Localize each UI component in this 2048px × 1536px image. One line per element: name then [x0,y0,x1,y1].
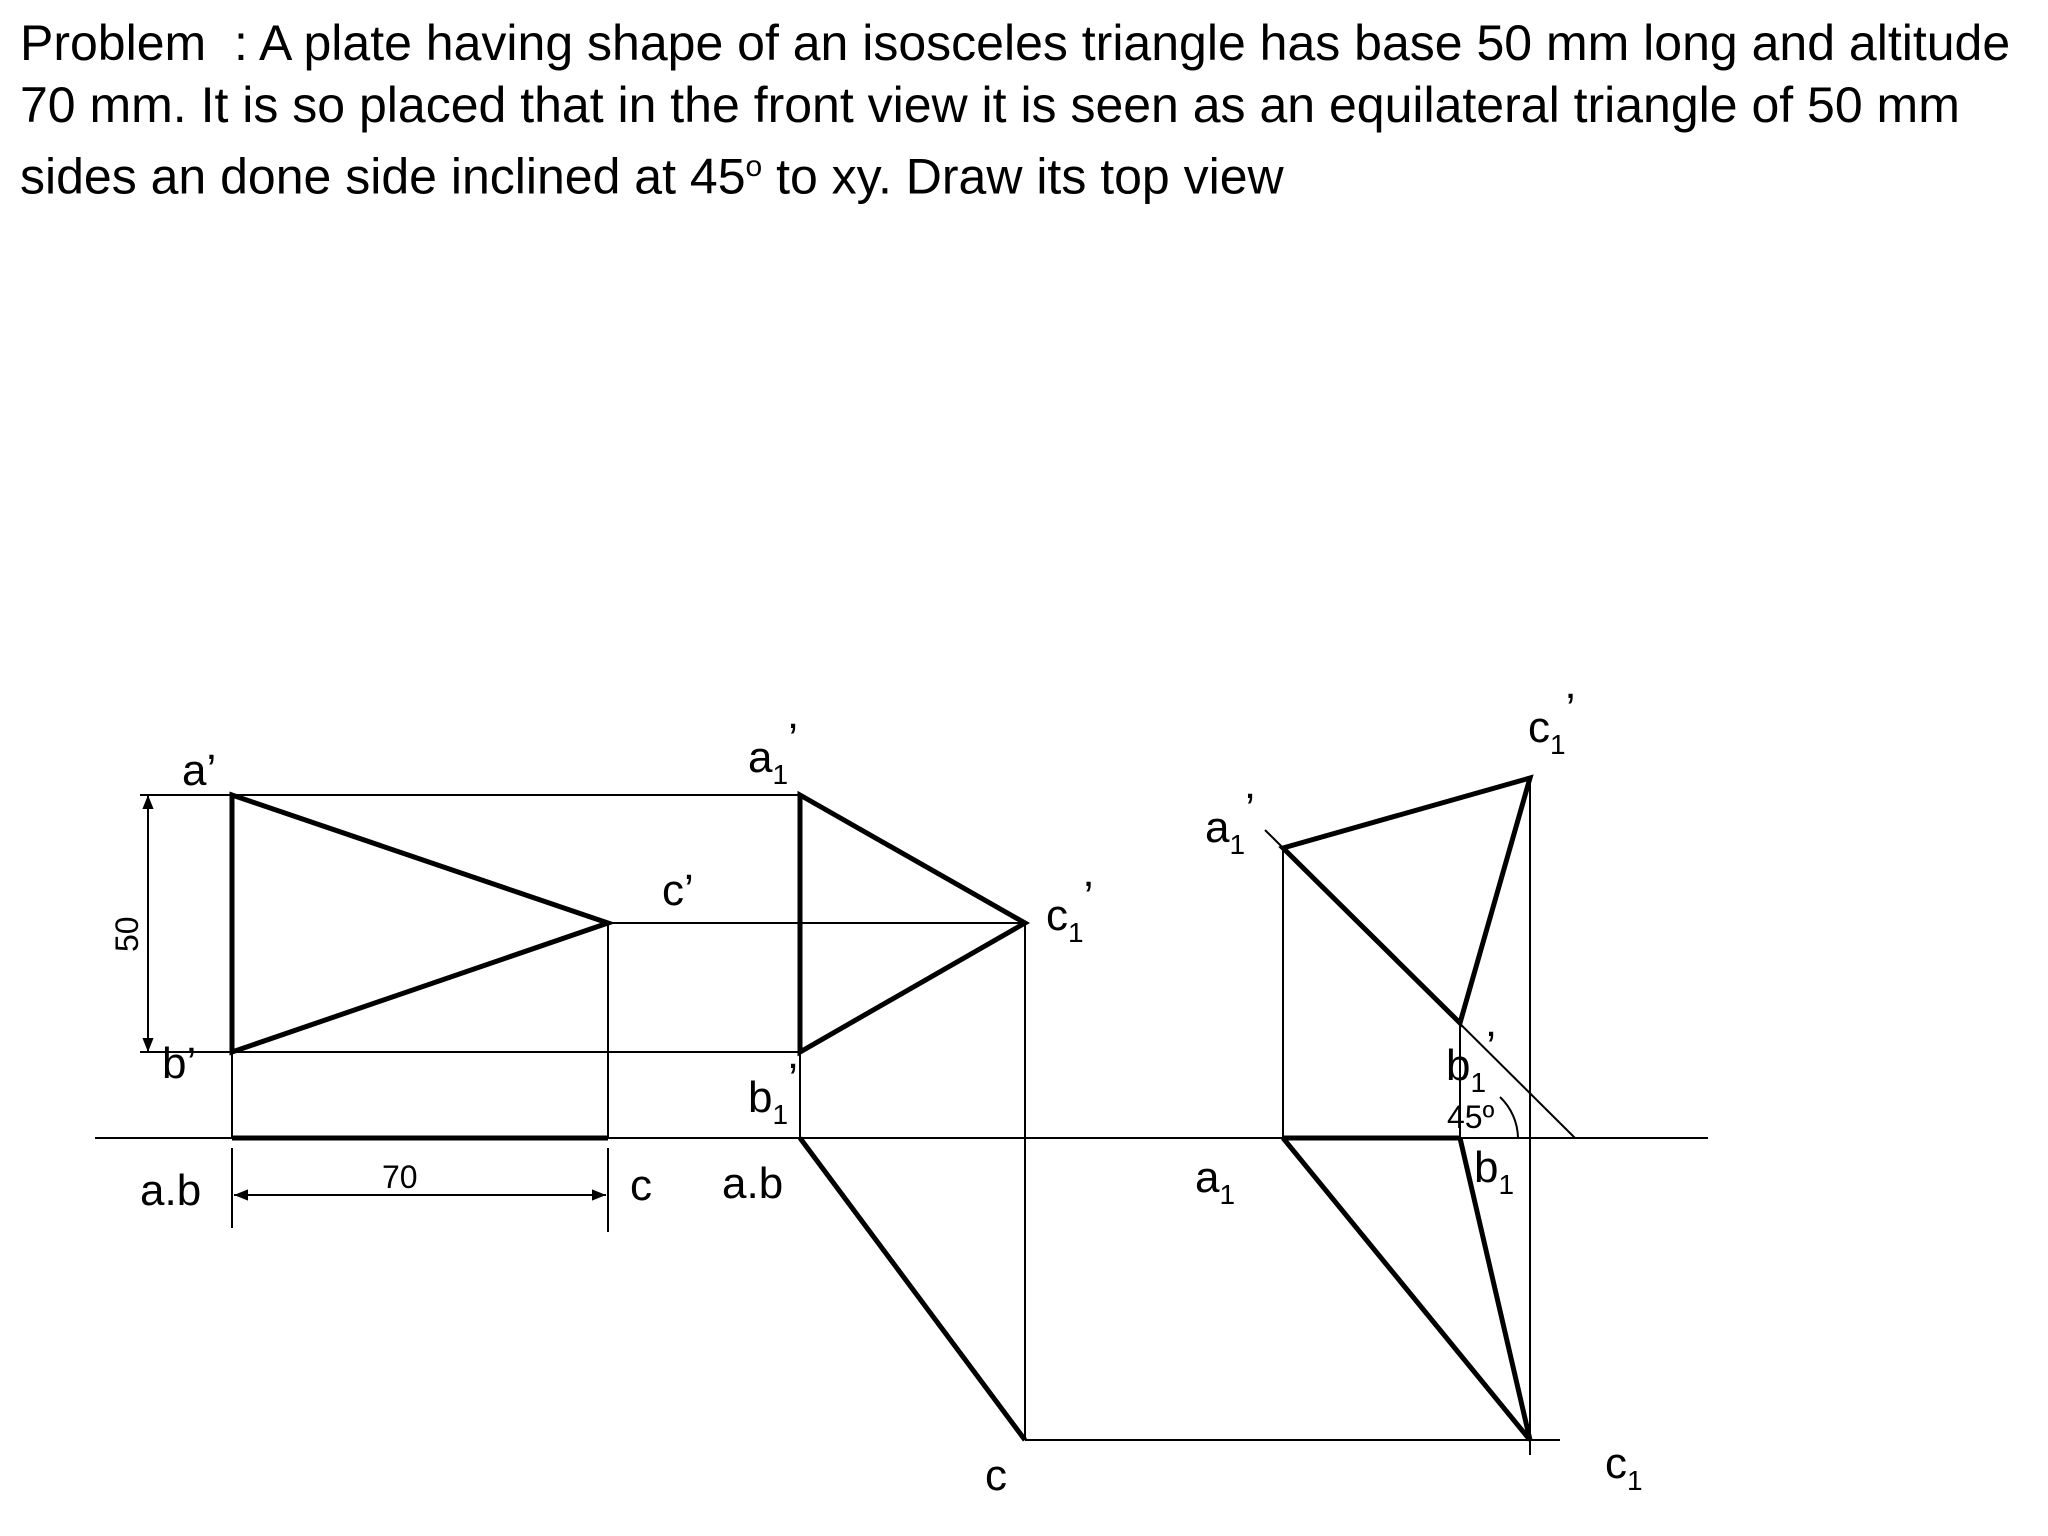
stage-3 [1195,685,1643,1496]
problem-lead: Problem : [20,15,259,71]
label-c: c [630,1161,652,1210]
label-c1: $c_1$ [1605,1439,1643,1496]
label-a1-prime: $a_1$’ [748,715,798,790]
label-ab-2: a.b [722,1159,784,1208]
stage-2 [722,715,1560,1500]
label-b1-prime: $b_1$’ [748,1055,798,1130]
label-a1: $a_1$ [1195,1153,1236,1210]
label-c-prime: c’ [662,866,694,915]
label-c-2: c [985,1451,1007,1500]
label-a-prime: a’ [182,746,217,795]
label-a1-prime-3: $a_1$’ [1205,785,1255,860]
label-b1-prime-3: $b_1$’ [1446,1023,1496,1098]
angle-arc-45 [1500,1097,1518,1138]
front-view-triangle [232,795,608,1052]
dimension-text-70: 70 [382,1159,418,1195]
angle-label-45: 45º [1447,1099,1495,1135]
label-ab: a.b [140,1166,202,1215]
top-view-edge-2 [800,1138,1025,1440]
front-view-triangle-3 [1283,778,1530,1023]
problem-tail: to xy. Draw its top view [762,148,1284,205]
label-c1-prime-3: $c_1$’ [1528,685,1576,760]
label-b-prime: b’ [162,1039,197,1088]
label-c1-prime: $c_1$’ [1046,873,1094,948]
dimension-text-50: 50 [109,916,145,952]
problem-text: A plate having shape of an isosceles triangle has base 50 mm long and altitude 70 mm. It is so placed that in the front view it is seen as an equilateral triangle of 50 mm sides an done side inclined at 45 [20,15,2011,205]
label-b1: $b_1$ [1474,1143,1515,1200]
stage-1 [109,746,1025,1232]
problem-degree: o [745,150,763,183]
